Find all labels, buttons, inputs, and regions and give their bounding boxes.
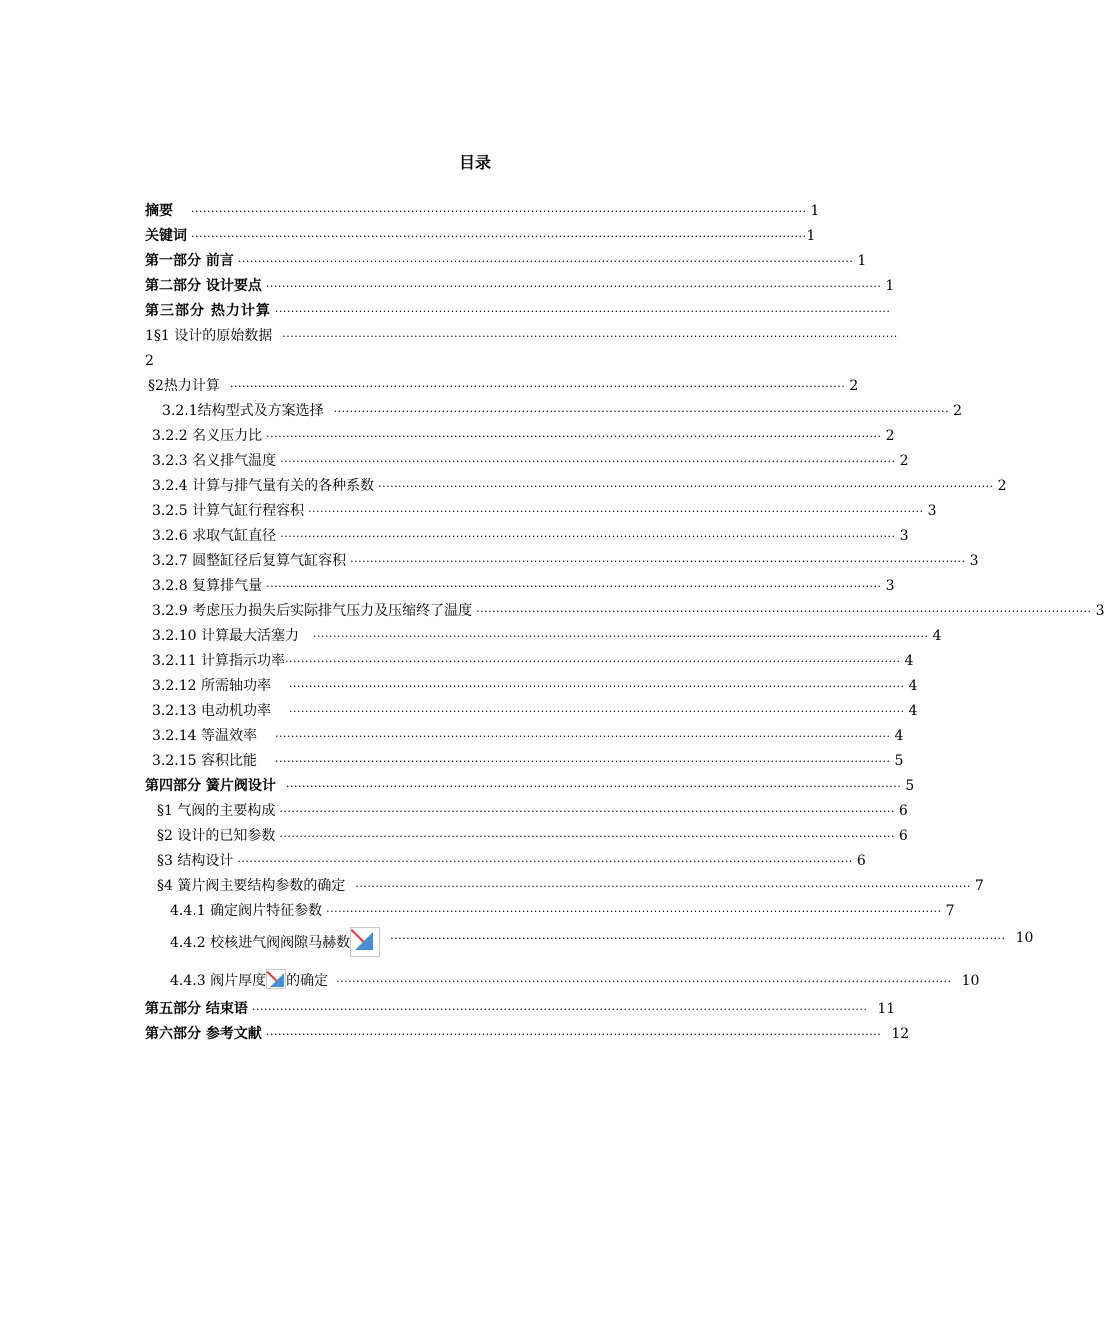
toc-label: 3.2.15 容积比能: [152, 753, 257, 769]
toc-entry-3-1[interactable]: [145, 325, 898, 345]
toc-label: [170, 969, 328, 990]
toc-leader: ··························································································································································: [265, 1028, 882, 1041]
toc-entry-3-2-3[interactable]: [152, 450, 909, 470]
toc-leader: ··························································································································································: [266, 580, 882, 593]
toc-page: 11: [877, 1001, 896, 1017]
toc-entry-4-4[interactable]: [157, 875, 984, 895]
toc-entry-3-2-15[interactable]: [152, 750, 904, 770]
toc-page: 2: [997, 478, 1007, 494]
toc-label: §2热力计算: [148, 378, 220, 394]
toc-page: 6: [856, 853, 866, 869]
toc-leader: ··························································································································································: [288, 680, 905, 693]
toc-page: 4: [908, 703, 918, 719]
toc-entry-3-2-2[interactable]: [152, 425, 895, 445]
toc-label-text: 4.4.3 阀片厚度: [170, 973, 267, 989]
toc-entry-part3[interactable]: [145, 300, 891, 320]
toc-entry-4-2[interactable]: [157, 825, 908, 845]
toc-page: 2: [899, 453, 909, 469]
toc-label: 第三部分 热力计算: [145, 303, 271, 319]
toc-leader: ··························································································································································: [266, 430, 882, 443]
toc-label: 3.2.3 名义排气温度: [152, 453, 277, 469]
toc-page: 3: [899, 528, 909, 544]
toc-label: §3 结构设计: [157, 853, 234, 869]
toc-label: 3.2.7 圆整缸径后复算气缸容积: [152, 553, 347, 569]
toc-page: 5: [894, 753, 904, 769]
broken-image-icon: [266, 969, 286, 989]
toc-page: 2: [849, 378, 859, 394]
toc-page: 4: [904, 653, 914, 669]
toc-label: 第六部分 参考文献: [145, 1026, 262, 1042]
toc-label: 3.2.2 名义压力比: [152, 428, 263, 444]
toc-entry-abstract[interactable]: [145, 200, 820, 220]
toc-label: §2 设计的已知参数: [157, 828, 276, 844]
toc-page: 1: [810, 203, 820, 219]
toc-leader: ··························································································································································: [237, 255, 854, 268]
toc-label: 3.2.12 所需轴功率: [152, 678, 271, 694]
toc-page: 3: [927, 503, 937, 519]
toc-entry-3-2-14[interactable]: [152, 725, 904, 745]
toc-entry-3-2-9[interactable]: [152, 600, 1104, 620]
toc-label: 3.2.11 计算指示功率: [152, 653, 285, 669]
toc-label: 3.2.10 计算最大活塞力: [152, 628, 299, 644]
toc-leader: ··························································································································································: [333, 405, 950, 418]
toc-entry-3-2-5[interactable]: [152, 500, 937, 520]
toc-entry-4-3[interactable]: [157, 850, 866, 870]
toc-entry-4-4-3[interactable]: [170, 970, 980, 990]
toc-leader: ··························································································································································: [355, 880, 971, 893]
toc-label: 3.2.8 复算排气量: [152, 578, 263, 594]
toc-label: §4 簧片阀主要结构参数的确定: [157, 878, 346, 894]
toc-leader: ··························································································································································: [285, 780, 902, 793]
toc-label: 3.2.4 计算与排气量有关的各种系数: [152, 478, 375, 494]
toc-label: 3.2.1结构型式及方案选择: [162, 403, 324, 419]
toc-label: 第一部分 前言: [145, 253, 234, 269]
toc-leader: ··························································································································································: [336, 975, 952, 988]
toc-leader: ··························································································································································: [282, 330, 898, 343]
toc-page: 2: [885, 428, 895, 444]
toc-label: 4.4.1 确定阀片特征参数: [170, 903, 323, 919]
toc-label: §1 气阀的主要构成: [157, 803, 276, 819]
toc-leader: ··························································································································································: [237, 855, 853, 868]
toc-leader: ··························································································································································: [312, 630, 929, 643]
toc-entry-3-2-12[interactable]: [152, 675, 918, 695]
toc-entry-4-4-2[interactable]: [170, 925, 1034, 957]
toc-entry-3-2-10[interactable]: [152, 625, 942, 645]
toc-page: 4: [932, 628, 942, 644]
toc-entry-part4[interactable]: [145, 775, 915, 795]
toc-leader: ··························································································································································: [326, 905, 942, 918]
toc-leader: ··························································································································································: [390, 932, 1006, 945]
toc-page: 1: [885, 278, 895, 294]
toc-leader: ··························································································································································: [274, 305, 891, 318]
toc-label: 3.2.13 电动机功率: [152, 703, 271, 719]
toc-page: 3: [969, 553, 979, 569]
toc-entry-3-2[interactable]: [148, 375, 859, 395]
toc-page: 3: [885, 578, 895, 594]
toc-entry-3-2-6[interactable]: [152, 525, 909, 545]
toc-label: 1§1 设计的原始数据: [145, 328, 273, 344]
toc-entry-part5[interactable]: [145, 998, 896, 1018]
toc-leader: ··························································································································································: [279, 805, 895, 818]
toc-leader: ··························································································································································: [280, 455, 896, 468]
toc-page: 1: [806, 228, 816, 244]
toc-entry-3-2-11[interactable]: [152, 650, 914, 670]
toc-page: 6: [898, 828, 908, 844]
toc-entry-3-2-4[interactable]: [152, 475, 1007, 495]
toc-page: 10: [1015, 930, 1034, 946]
page-title: 目录: [458, 153, 491, 172]
toc-page: 3: [1095, 603, 1104, 619]
toc-leader: ··························································································································································: [191, 205, 807, 218]
toc-leader: ··························································································································································: [265, 280, 882, 293]
toc-entry-4-4-1[interactable]: [170, 900, 955, 920]
toc-leader: ··························································································································································: [279, 830, 895, 843]
toc-label-text: 4.4.2 校核进气阀阀隙马赫数: [170, 935, 351, 951]
toc-entry-3-2-1[interactable]: [162, 400, 963, 420]
toc-page: 6: [898, 803, 908, 819]
toc-leader: ··························································································································································: [280, 530, 896, 543]
toc-page: 12: [891, 1026, 910, 1042]
toc-leader: ··························································································································································: [191, 230, 807, 243]
toc-label: 第五部分 结束语: [145, 1001, 248, 1017]
toc-leader: ··························································································································································: [251, 1003, 868, 1016]
toc-leader: ··························································································································································: [378, 480, 994, 493]
toc-entry-3-2-8[interactable]: [152, 575, 895, 595]
toc-entry-3-2-7[interactable]: [152, 550, 979, 570]
toc-leader: ··························································································································································: [476, 605, 1092, 618]
broken-image-icon: [350, 927, 380, 957]
toc-entry-keywords[interactable]: [145, 225, 816, 245]
toc-wrapped-page: 2: [145, 353, 154, 369]
toc-entry-part2[interactable]: [145, 275, 895, 295]
toc-page: 7: [945, 903, 955, 919]
toc-leader: ··························································································································································: [284, 655, 901, 668]
toc-label: 3.2.6 求取气缸直径: [152, 528, 277, 544]
toc-page: 7: [974, 878, 984, 894]
toc-page: 1: [857, 253, 867, 269]
toc-leader: ··························································································································································: [274, 730, 891, 743]
toc-page: 2: [953, 403, 963, 419]
toc-label: 3.2.14 等温效率: [152, 728, 257, 744]
toc-leader: ··························································································································································: [274, 755, 891, 768]
toc-label: 摘要: [145, 203, 173, 219]
toc-page: 5: [905, 778, 915, 794]
toc-page: 4: [894, 728, 904, 744]
toc-entry-part1[interactable]: [145, 250, 867, 270]
toc-label: 第四部分 簧片阀设计: [145, 778, 276, 794]
toc-entry-4-1[interactable]: [157, 800, 908, 820]
toc-label: 第二部分 设计要点: [145, 278, 262, 294]
toc-leader: ··························································································································································: [350, 555, 966, 568]
toc-label: [170, 927, 380, 957]
toc-page: 4: [908, 678, 918, 694]
toc-label: 3.2.9 考虑压力损失后实际排气压力及压缩终了温度: [152, 603, 473, 619]
toc-leader: ··························································································································································: [229, 380, 846, 393]
toc-entry-3-2-13[interactable]: [152, 700, 918, 720]
toc-leader: ··························································································································································: [288, 705, 905, 718]
toc-label-suffix: 的确定: [286, 973, 329, 989]
toc-label: 关键词: [145, 228, 187, 244]
toc-label: 3.2.5 计算气缸行程容积: [152, 503, 305, 519]
toc-page: 10: [961, 973, 980, 989]
toc-leader: ··························································································································································: [308, 505, 924, 518]
toc-entry-part6[interactable]: [145, 1023, 910, 1043]
